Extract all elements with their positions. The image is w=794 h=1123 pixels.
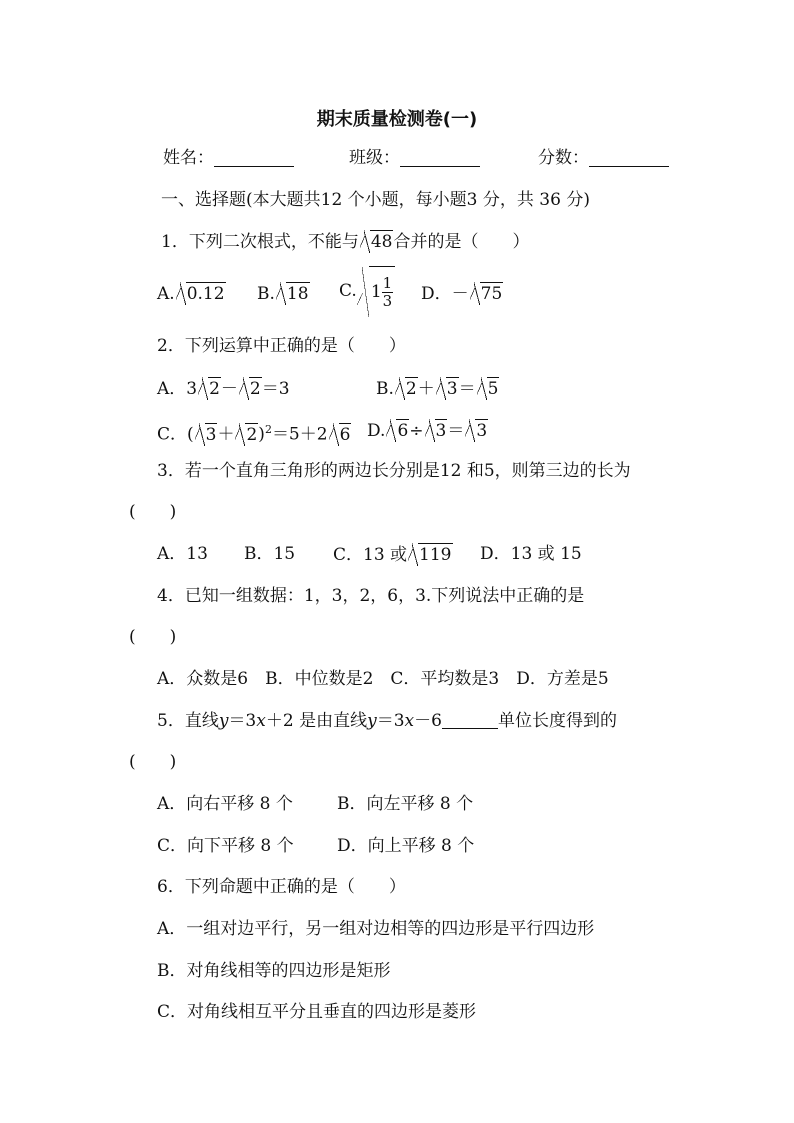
q3-option-d: D．13 或 15 [480,544,582,564]
radicand: 3 [205,424,217,445]
score-label: 分数： [538,148,589,168]
text: ÷ [409,421,424,441]
question-5-stem [157,710,617,732]
radicand: 2 [405,379,417,399]
var-x: x [404,711,415,731]
q2-option-b [376,377,499,400]
q3-option-c [333,543,453,566]
text: ＋ [417,379,435,399]
radical [357,266,395,317]
radicand: 6 [339,424,351,445]
q1-option-a [157,282,226,305]
denominator: 3 [382,291,393,310]
radical [195,423,218,446]
q6-option-a: A．一组对边平行，另一组对边相等的四边形是平行四边形 [157,919,595,939]
text: C．( [157,424,194,445]
radical [198,377,221,400]
class-field [349,147,480,169]
radicand: 6 [397,421,409,441]
radicand: 18 [286,284,309,304]
question-6-stem: 6．下列命题中正确的是（ ） [157,877,406,897]
var-y: y [218,711,229,731]
text: ＝5＋2 [271,424,328,445]
text: ＝ [447,421,465,441]
q5-option-a: A．向右平移 8 个 [157,794,293,814]
q3-answer-paren: ( ) [129,502,177,522]
text: C．13 或 [333,545,408,565]
section-heading: 一、选择题(本大题共12 个小题，每小题3 分，共 36 分) [161,190,590,210]
radical [477,377,500,400]
q6-option-c: C．对角线相互平分且垂直的四边形是菱形 [157,1002,477,1022]
radical [436,377,459,400]
class-label: 班级： [349,148,400,168]
q1-text-end: 合并的是（ ） [393,232,530,252]
text: ＝3 [376,711,405,731]
mixed-integer: 1 [370,282,382,302]
text: －6 [414,711,442,731]
radical [276,282,310,305]
radical [360,230,394,253]
q4-answer-paren: ( ) [129,627,177,647]
radicand: 2 [246,424,258,445]
radical [176,282,226,305]
radical [395,377,418,400]
page-title: 期末质量检测卷(一) [316,109,478,130]
question-3-stem: 3．若一个直角三角形的两边长分别是12 和5，则第三边的长为 [157,461,631,481]
radical [386,419,409,442]
radical [329,423,352,446]
q3-option-b: B．15 [244,544,296,564]
radical [470,282,504,305]
radicand: 3 [435,421,447,441]
radicand: 75 [480,284,503,304]
text: D. [367,421,386,441]
text: ＝3 [228,711,257,731]
q3-option-a: A．13 [157,544,208,564]
text: 单位长度得到的 [497,711,617,731]
text: － [220,379,238,399]
radical [408,543,452,566]
radicand: 48 [370,232,393,252]
text: 5．直线 [157,711,219,731]
exponent: 2 [264,423,272,436]
var-x: x [256,711,266,731]
text: ＝ [458,379,476,399]
class-blank[interactable] [400,148,480,167]
var-y: y [367,711,377,731]
radical [425,419,448,442]
option-label: D．－ [421,284,469,304]
q1-option-c [339,266,395,317]
name-field [163,147,294,169]
q2-option-d [367,419,488,442]
name-label: 姓名： [163,148,214,168]
text: ) [258,424,265,445]
q5-option-c: C．向下平移 8 个 [157,836,294,856]
radicand: 3 [476,421,488,441]
q2-option-a [157,377,290,400]
score-field [538,147,669,169]
option-label: A. [157,284,175,304]
radicand: 0.12 [186,284,225,304]
q5-answer-paren: ( ) [129,752,177,772]
score-blank[interactable] [589,148,669,167]
fraction [382,275,394,310]
question-1-stem [161,230,529,253]
option-label: B. [257,284,275,304]
text: A．3 [157,379,198,399]
radicand: 119 [419,545,452,565]
radicand: 2 [249,379,261,399]
radicand: 3 [446,379,458,399]
answer-blank[interactable] [442,710,498,729]
radical [465,419,488,442]
question-2-stem: 2．下列运算中正确的是（ ） [157,336,406,356]
name-blank[interactable] [214,148,294,167]
q2-option-c [157,419,351,446]
text: ＋ [217,424,235,445]
q1-text: 1．下列二次根式，不能与 [161,232,359,252]
text: ＋2 是由直线 [265,711,368,731]
radical [235,423,258,446]
text: B. [376,379,394,399]
q5-option-d: D．向上平移 8 个 [337,836,475,856]
text: ＝3 [261,379,290,399]
radicand: 5 [487,379,499,399]
q1-option-d [421,282,503,305]
q6-option-b: B．对角线相等的四边形是矩形 [157,961,391,981]
numerator: 1 [382,273,393,292]
question-4-stem: 4．已知一组数据：1，3，2，6，3.下列说法中正确的是 [157,586,585,606]
q1-option-b [257,282,310,305]
q4-options: A．众数是6 B．中位数是2 C．平均数是3 D．方差是5 [157,669,609,689]
radicand: 2 [209,379,220,399]
radical [239,377,262,400]
option-label: C. [339,281,357,301]
q5-option-b: B．向左平移 8 个 [337,794,474,814]
